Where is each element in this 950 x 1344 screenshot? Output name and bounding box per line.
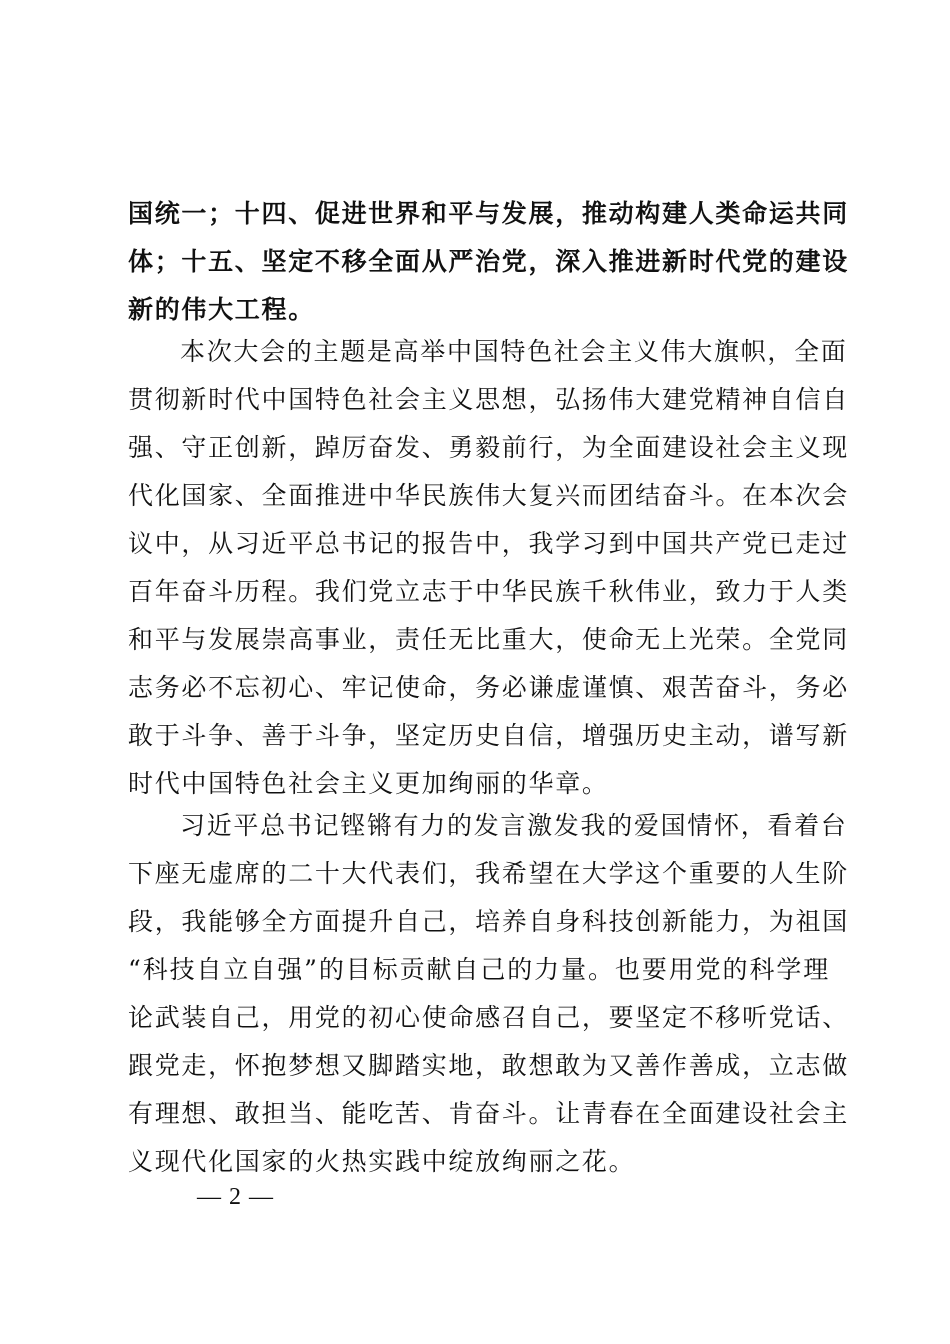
text-line: 百年奋斗历程。我们党立志于中华民族千秋伟业，致力于人类: [128, 577, 849, 606]
text-line: 和平与发展崇高事业，责任无比重大，使命无上光荣。全党同: [128, 625, 849, 654]
paragraph-congress-theme: [128, 328, 849, 808]
text-line: 议中，从习近平总书记的报告中，我学习到中国共产党已走过: [128, 529, 849, 558]
text-line: 国统一；十四、促进世界和平与发展，推动构建人类命运共同: [128, 199, 849, 228]
text-line: 代化国家、全面推进中华民族伟大复兴而团结奋斗。在本次会: [128, 481, 849, 510]
text-line: 强、守正创新，踔厉奋发、勇毅前行，为全面建设社会主义现: [128, 433, 849, 462]
text-line: 时代中国特色社会主义更加绚丽的华章。: [128, 769, 609, 798]
page-number: — 2 —: [197, 1184, 274, 1210]
text-line: 跟党走，怀抱梦想又脚踏实地，敢想敢为又善作善成，立志做: [128, 1051, 849, 1080]
text-line: “科技自立自强”的目标贡献自己的力量。也要用党的科学理: [128, 955, 830, 984]
text-line: 新的伟大工程。: [128, 295, 315, 324]
text-line: 下座无虚席的二十大代表们，我希望在大学这个重要的人生阶: [128, 859, 849, 888]
text-line: 义现代化国家的火热实践中绽放绚丽之花。: [128, 1147, 636, 1176]
text-line: 段，我能够全方面提升自己，培养自身科技创新能力，为祖国: [128, 907, 849, 936]
text-line: 体；十五、坚定不移全面从严治党，深入推进新时代党的建设: [128, 247, 849, 276]
paragraph-continued-list: [128, 190, 849, 334]
text-line: 习近平总书记铿锵有力的发言激发我的爱国情怀，看着台: [180, 811, 848, 840]
text-line: 敢于斗争、善于斗争，坚定历史自信，增强历史主动，谱写新: [128, 721, 849, 750]
text-line: 有理想、敢担当、能吃苦、肯奋斗。让青春在全面建设社会主: [128, 1099, 849, 1128]
text-line: 本次大会的主题是高举中国特色社会主义伟大旗帜，全面: [180, 337, 848, 366]
text-line: 贯彻新时代中国特色社会主义思想，弘扬伟大建党精神自信自: [128, 385, 849, 414]
text-line: 志务必不忘初心、牢记使命，务必谦虚谨慎、艰苦奋斗，务必: [128, 673, 849, 702]
paragraph-personal-reflection: [128, 802, 849, 1186]
text-line: 论武装自己，用党的初心使命感召自己，要坚定不移听党话、: [128, 1003, 849, 1032]
